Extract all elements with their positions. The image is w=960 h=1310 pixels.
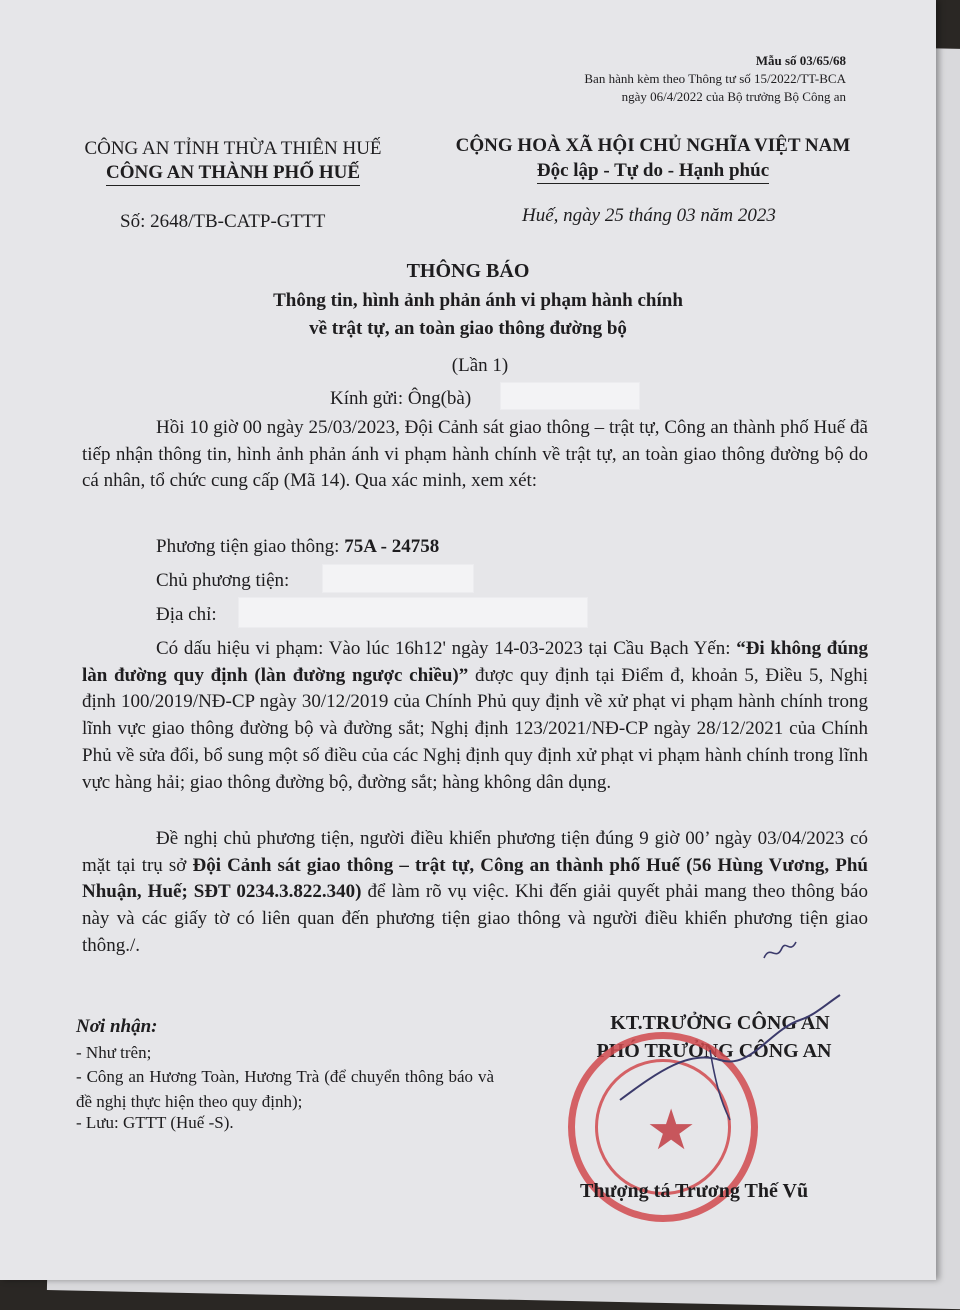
intro-paragraph (82, 415, 868, 495)
document-number: Số: 2648/TB-CATP-GTTT (120, 211, 326, 232)
notice-subtitle-line2: về trật tự, an toàn giao thông đường bộ (309, 318, 627, 339)
motto-text: Độc lập - Tự do - Hạnh phúc (537, 160, 769, 184)
initial-mark (760, 938, 800, 966)
form-info (584, 52, 846, 106)
request-lead: Đề nghị chủ phương tiện, người điều khiển phương tiện đúng 9 giờ 00’ ngày 03/04/2023 có mặt tại trụ sở (82, 828, 868, 876)
redacted-address (238, 597, 588, 628)
signature-title-1: KT.TRƯỞNG CÔNG AN (610, 1012, 830, 1034)
redacted-recipient-name (500, 382, 640, 410)
request-office: Đội Cảnh sát giao thông – trật tự, Công an thành phố Huế (56 Hùng Vương, Phú Nhuận, Huế; SĐT 0234.3.822.340) (82, 854, 868, 903)
notice-title: THÔNG BÁO (406, 260, 530, 282)
violation-behavior: “Đi không đúng làn đường quy định (làn đường ngược chiều)” (82, 638, 868, 686)
recipients-item-2: - Công an Hương Toàn, Hương Trà (để chuyển thông báo và đề nghị thực hiện theo quy định); (76, 1067, 494, 1111)
violation-legal-basis: được quy định tại Điểm đ, khoản 5, Điều 5, Nghị định 100/2019/NĐ-CP ngày 30/12/2019 của Chính Phủ quy định về xử phạt vi phạm hành chính trong lĩnh vực giao thông đường bộ và đường sắt; Nghị định 123/2021/NĐ-CP ngày 28/12/2021 của Chính Phủ về sửa đổi, bổ sung một số điều của các Nghị định quy định xử phạt vi phạm hành chính trong lĩnh vực hàng hải; giao thông đường bộ, đường sắt; hàng không dân dụng. (82, 664, 868, 793)
form-issued-with: Ban hành kèm theo Thông tư số 15/2022/TT-BCA (584, 71, 846, 86)
violation-lead: Có dấu hiệu vi phạm: Vào lúc 16h12' ngày 14-03-2023 tại Cầu Bạch Yến: (156, 638, 737, 659)
owner-label: Chủ phương tiện: (156, 570, 290, 591)
signer-name: Thượng tá Trương Thế Vũ (580, 1180, 809, 1202)
vehicle-plate: 75A - 24758 (344, 536, 440, 557)
vehicle-label: Phương tiện giao thông: (156, 536, 345, 557)
vehicle-line (156, 534, 439, 561)
request-rest: để làm rõ vụ việc. Khi đến giải quyết phải mang theo thông báo này và các giấy tờ có liên quan đến phương tiện giao thông và người điều khiển phương tiện giao thông./. (82, 881, 868, 956)
recipients-heading: Nơi nhận: (76, 1016, 158, 1037)
address-label: Địa chỉ: (156, 604, 217, 625)
recipients-item-3: - Lưu: GTTT (Huế -S). (76, 1113, 234, 1132)
notice-subtitle-line1: Thông tin, hình ảnh phản ánh vi phạm hành chính (273, 290, 683, 311)
notice-round: (Lần 1) (451, 355, 509, 376)
country-name: CỘNG HOÀ XÃ HỘI CHỦ NGHĨA VIỆT NAM (455, 135, 851, 156)
violation-paragraph (82, 636, 868, 796)
intro-text: Hồi 10 giờ 00 ngày 25/03/2023, Đội Cảnh sát giao thông – trật tự, Công an thành phố Huế đã tiếp nhận thông tin, hình ảnh phản ánh vi phạm hành chính về trật tự, an toàn giao thông đường bộ do cá nhân, tổ chức cung cấp (Mã 14). Qua xác minh, xem xét: (82, 417, 868, 492)
agency-name-text: CÔNG AN THÀNH PHỐ HUẾ (106, 162, 360, 186)
seal-star-icon: ★ (646, 1098, 697, 1163)
form-number: Mẫu số 03/65/68 (755, 53, 846, 68)
place-date: Huế, ngày 25 tháng 03 năm 2023 (522, 205, 776, 226)
handwritten-signature (600, 990, 860, 1130)
signature-title-2: PHÓ TRƯỞNG CÔNG AN (596, 1040, 832, 1062)
redacted-owner-name (322, 564, 474, 593)
form-issued-date: ngày 06/4/2022 của Bộ trưởng Bộ Công an (621, 89, 846, 104)
request-paragraph (82, 826, 868, 960)
recipients-item-1: - Như trên; (76, 1043, 152, 1062)
motto (436, 160, 870, 184)
recipient-label: Kính gửi: Ông(bà) (330, 388, 472, 409)
agency-parent: CÔNG AN TỈNH THỪA THIÊN HUẾ (84, 138, 382, 159)
agency-name (68, 162, 398, 186)
